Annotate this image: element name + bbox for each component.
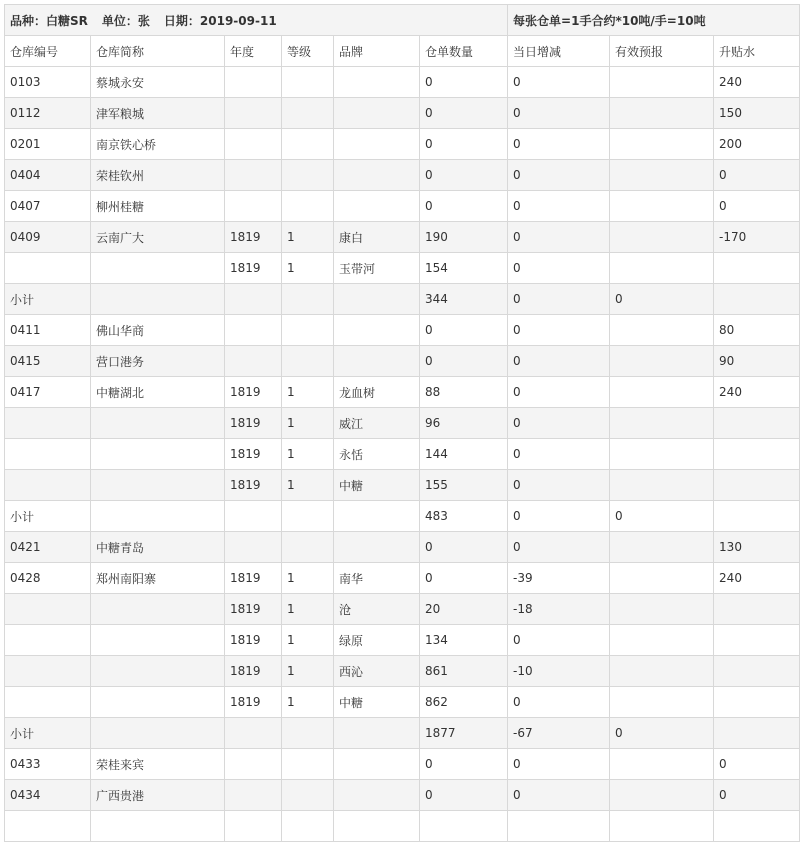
grade-cell bbox=[282, 780, 334, 811]
warehouse-code-cell bbox=[5, 687, 91, 718]
receipt-quantity-cell: 861 bbox=[420, 656, 508, 687]
table-row bbox=[5, 284, 800, 315]
receipt-quantity-cell: 0 bbox=[420, 749, 508, 780]
daily-change-cell: 0 bbox=[508, 780, 610, 811]
warehouse-name-cell bbox=[91, 253, 225, 284]
year-cell bbox=[225, 129, 282, 160]
grade-cell: 1 bbox=[282, 408, 334, 439]
col-header-warehouse-name: 仓库简称 bbox=[91, 36, 225, 67]
warehouse-name-cell: 中糖青岛 bbox=[91, 532, 225, 563]
receipt-quantity-cell: 0 bbox=[420, 98, 508, 129]
receipt-quantity-cell: 0 bbox=[420, 160, 508, 191]
year-cell: 1819 bbox=[225, 377, 282, 408]
warehouse-code-cell bbox=[5, 253, 91, 284]
valid-forecast-cell bbox=[610, 222, 714, 253]
premium-discount-cell: 240 bbox=[714, 563, 800, 594]
year-cell: 1819 bbox=[225, 563, 282, 594]
premium-discount-cell bbox=[714, 811, 800, 842]
year-cell bbox=[225, 284, 282, 315]
receipt-quantity-cell: 0 bbox=[420, 532, 508, 563]
warehouse-name-cell: 营口港务 bbox=[91, 346, 225, 377]
grade-cell bbox=[282, 67, 334, 98]
grade-cell bbox=[282, 129, 334, 160]
year-cell bbox=[225, 98, 282, 129]
receipt-quantity-cell: 134 bbox=[420, 625, 508, 656]
table-row bbox=[5, 625, 800, 656]
grade-cell: 1 bbox=[282, 222, 334, 253]
grade-cell: 1 bbox=[282, 563, 334, 594]
grade-cell bbox=[282, 811, 334, 842]
year-cell: 1819 bbox=[225, 625, 282, 656]
brand-cell bbox=[334, 67, 420, 98]
brand-cell: 绿原 bbox=[334, 625, 420, 656]
table-row bbox=[5, 501, 800, 532]
premium-discount-cell: 200 bbox=[714, 129, 800, 160]
year-cell bbox=[225, 811, 282, 842]
receipt-quantity-cell: 1877 bbox=[420, 718, 508, 749]
table-row bbox=[5, 160, 800, 191]
warehouse-name-cell: 佛山华商 bbox=[91, 315, 225, 346]
grade-cell: 1 bbox=[282, 687, 334, 718]
warehouse-name-cell: 郑州南阳寨 bbox=[91, 563, 225, 594]
warehouse-code-cell bbox=[5, 408, 91, 439]
warehouse-name-cell: 蔡城永安 bbox=[91, 67, 225, 98]
warehouse-code-cell bbox=[5, 594, 91, 625]
valid-forecast-cell bbox=[610, 780, 714, 811]
table-row bbox=[5, 532, 800, 563]
warehouse-name-cell bbox=[91, 718, 225, 749]
valid-forecast-cell bbox=[610, 563, 714, 594]
table-row bbox=[5, 377, 800, 408]
premium-discount-cell bbox=[714, 408, 800, 439]
brand-cell: 永恬 bbox=[334, 439, 420, 470]
warehouse-code-cell: 0428 bbox=[5, 563, 91, 594]
premium-discount-cell: 90 bbox=[714, 346, 800, 377]
daily-change-cell: 0 bbox=[508, 98, 610, 129]
valid-forecast-cell bbox=[610, 315, 714, 346]
warehouse-name-cell: 荣桂钦州 bbox=[91, 160, 225, 191]
year-cell: 1819 bbox=[225, 439, 282, 470]
year-cell: 1819 bbox=[225, 656, 282, 687]
table-row bbox=[5, 191, 800, 222]
year-cell bbox=[225, 749, 282, 780]
warehouse-code-cell: 0201 bbox=[5, 129, 91, 160]
brand-cell bbox=[334, 315, 420, 346]
year-cell bbox=[225, 315, 282, 346]
brand-cell: 玉带河 bbox=[334, 253, 420, 284]
col-header-grade: 等级 bbox=[282, 36, 334, 67]
year-cell bbox=[225, 532, 282, 563]
year-cell: 1819 bbox=[225, 253, 282, 284]
table-row bbox=[5, 780, 800, 811]
table-row bbox=[5, 315, 800, 346]
receipt-quantity-cell: 862 bbox=[420, 687, 508, 718]
brand-cell: 龙血树 bbox=[334, 377, 420, 408]
daily-change-cell: 0 bbox=[508, 67, 610, 98]
premium-discount-cell bbox=[714, 656, 800, 687]
brand-cell: 康白 bbox=[334, 222, 420, 253]
daily-change-cell: -39 bbox=[508, 563, 610, 594]
warehouse-name-cell bbox=[91, 470, 225, 501]
warehouse-name-cell: 云南广大 bbox=[91, 222, 225, 253]
table-row bbox=[5, 811, 800, 842]
table-row bbox=[5, 594, 800, 625]
premium-discount-cell: 80 bbox=[714, 315, 800, 346]
premium-discount-cell: 240 bbox=[714, 377, 800, 408]
warehouse-name-cell: 广西贵港 bbox=[91, 780, 225, 811]
receipt-quantity-cell: 344 bbox=[420, 284, 508, 315]
col-header-receipt-quantity: 仓单数量 bbox=[420, 36, 508, 67]
table-row bbox=[5, 408, 800, 439]
warehouse-code-cell: 小计 bbox=[5, 501, 91, 532]
daily-change-cell: 0 bbox=[508, 222, 610, 253]
brand-cell bbox=[334, 160, 420, 191]
variety-label: 品种：白糖SR bbox=[10, 13, 88, 28]
warehouse-name-cell: 荣桂来宾 bbox=[91, 749, 225, 780]
premium-discount-cell: 0 bbox=[714, 160, 800, 191]
receipt-quantity-cell: 0 bbox=[420, 129, 508, 160]
table-row bbox=[5, 67, 800, 98]
daily-change-cell: 0 bbox=[508, 501, 610, 532]
brand-cell bbox=[334, 501, 420, 532]
warehouse-name-cell bbox=[91, 625, 225, 656]
warehouse-code-cell: 0103 bbox=[5, 67, 91, 98]
premium-discount-cell bbox=[714, 470, 800, 501]
grade-cell bbox=[282, 749, 334, 780]
valid-forecast-cell: 0 bbox=[610, 501, 714, 532]
col-header-daily-change: 当日增减 bbox=[508, 36, 610, 67]
premium-discount-cell bbox=[714, 501, 800, 532]
warehouse-code-cell bbox=[5, 439, 91, 470]
warehouse-code-cell: 0404 bbox=[5, 160, 91, 191]
grade-cell: 1 bbox=[282, 594, 334, 625]
brand-cell: 中糖 bbox=[334, 470, 420, 501]
table-row bbox=[5, 656, 800, 687]
warehouse-code-cell: 小计 bbox=[5, 284, 91, 315]
col-header-premium-discount: 升贴水 bbox=[714, 36, 800, 67]
grade-cell bbox=[282, 160, 334, 191]
brand-cell bbox=[334, 780, 420, 811]
warehouse-name-cell bbox=[91, 811, 225, 842]
year-cell bbox=[225, 780, 282, 811]
title-cell bbox=[5, 5, 508, 36]
warehouse-code-cell: 0112 bbox=[5, 98, 91, 129]
brand-cell bbox=[334, 749, 420, 780]
valid-forecast-cell bbox=[610, 532, 714, 563]
grade-cell bbox=[282, 346, 334, 377]
receipt-quantity-cell: 0 bbox=[420, 563, 508, 594]
receipt-quantity-cell: 144 bbox=[420, 439, 508, 470]
brand-cell bbox=[334, 718, 420, 749]
daily-change-cell: -18 bbox=[508, 594, 610, 625]
daily-change-cell: 0 bbox=[508, 532, 610, 563]
year-cell bbox=[225, 501, 282, 532]
daily-change-cell: -10 bbox=[508, 656, 610, 687]
daily-change-cell: 0 bbox=[508, 687, 610, 718]
year-cell bbox=[225, 160, 282, 191]
grade-cell: 1 bbox=[282, 470, 334, 501]
grade-cell bbox=[282, 315, 334, 346]
receipt-quantity-cell: 96 bbox=[420, 408, 508, 439]
warehouse-name-cell bbox=[91, 439, 225, 470]
table-row bbox=[5, 439, 800, 470]
grade-cell bbox=[282, 532, 334, 563]
warehouse-code-cell bbox=[5, 470, 91, 501]
premium-discount-cell bbox=[714, 439, 800, 470]
receipt-quantity-cell: 0 bbox=[420, 315, 508, 346]
warehouse-code-cell: 小计 bbox=[5, 718, 91, 749]
year-cell bbox=[225, 718, 282, 749]
daily-change-cell: 0 bbox=[508, 129, 610, 160]
warehouse-name-cell: 柳州桂糖 bbox=[91, 191, 225, 222]
valid-forecast-cell bbox=[610, 749, 714, 780]
brand-cell bbox=[334, 98, 420, 129]
valid-forecast-cell bbox=[610, 98, 714, 129]
warehouse-code-cell: 0415 bbox=[5, 346, 91, 377]
premium-discount-cell bbox=[714, 687, 800, 718]
table-row bbox=[5, 346, 800, 377]
brand-cell bbox=[334, 532, 420, 563]
valid-forecast-cell bbox=[610, 129, 714, 160]
valid-forecast-cell bbox=[610, 377, 714, 408]
grade-cell: 1 bbox=[282, 439, 334, 470]
warehouse-code-cell bbox=[5, 656, 91, 687]
grade-cell bbox=[282, 284, 334, 315]
warehouse-name-cell bbox=[91, 284, 225, 315]
warehouse-code-cell: 0407 bbox=[5, 191, 91, 222]
valid-forecast-cell bbox=[610, 67, 714, 98]
valid-forecast-cell bbox=[610, 687, 714, 718]
premium-discount-cell: 0 bbox=[714, 749, 800, 780]
daily-change-cell: 0 bbox=[508, 470, 610, 501]
table-row bbox=[5, 129, 800, 160]
grade-cell bbox=[282, 501, 334, 532]
warehouse-name-cell: 中糖湖北 bbox=[91, 377, 225, 408]
year-cell bbox=[225, 67, 282, 98]
brand-cell bbox=[334, 191, 420, 222]
premium-discount-cell: 0 bbox=[714, 780, 800, 811]
valid-forecast-cell bbox=[610, 656, 714, 687]
receipt-quantity-cell: 190 bbox=[420, 222, 508, 253]
valid-forecast-cell: 0 bbox=[610, 284, 714, 315]
receipt-quantity-cell: 20 bbox=[420, 594, 508, 625]
daily-change-cell: -67 bbox=[508, 718, 610, 749]
col-header-brand: 品牌 bbox=[334, 36, 420, 67]
receipt-quantity-cell: 0 bbox=[420, 780, 508, 811]
column-header-row bbox=[5, 36, 800, 67]
brand-cell: 南华 bbox=[334, 563, 420, 594]
receipt-quantity-cell: 154 bbox=[420, 253, 508, 284]
premium-discount-cell bbox=[714, 718, 800, 749]
premium-discount-cell: 240 bbox=[714, 67, 800, 98]
premium-discount-cell: 0 bbox=[714, 191, 800, 222]
table-row bbox=[5, 749, 800, 780]
grade-cell: 1 bbox=[282, 656, 334, 687]
warehouse-code-cell bbox=[5, 625, 91, 656]
col-header-valid-forecast: 有效预报 bbox=[610, 36, 714, 67]
table-body bbox=[5, 67, 800, 842]
table-title-row bbox=[5, 5, 800, 36]
grade-cell: 1 bbox=[282, 253, 334, 284]
valid-forecast-cell bbox=[610, 439, 714, 470]
receipt-note: 每张仓单=1手合约*10吨/手=10吨 bbox=[508, 5, 800, 36]
grade-cell bbox=[282, 191, 334, 222]
premium-discount-cell: 130 bbox=[714, 532, 800, 563]
daily-change-cell: 0 bbox=[508, 625, 610, 656]
warehouse-code-cell: 0409 bbox=[5, 222, 91, 253]
col-header-year: 年度 bbox=[225, 36, 282, 67]
col-header-warehouse-code: 仓库编号 bbox=[5, 36, 91, 67]
date-label: 日期：2019-09-11 bbox=[163, 13, 277, 28]
table-row bbox=[5, 222, 800, 253]
warehouse-code-cell: 0433 bbox=[5, 749, 91, 780]
year-cell bbox=[225, 191, 282, 222]
valid-forecast-cell bbox=[610, 625, 714, 656]
year-cell: 1819 bbox=[225, 687, 282, 718]
receipt-quantity-cell: 0 bbox=[420, 191, 508, 222]
valid-forecast-cell bbox=[610, 594, 714, 625]
daily-change-cell: 0 bbox=[508, 346, 610, 377]
brand-cell: 西沁 bbox=[334, 656, 420, 687]
daily-change-cell: 0 bbox=[508, 439, 610, 470]
year-cell: 1819 bbox=[225, 470, 282, 501]
table-row bbox=[5, 98, 800, 129]
receipt-quantity-cell: 88 bbox=[420, 377, 508, 408]
table-row bbox=[5, 718, 800, 749]
warehouse-name-cell bbox=[91, 687, 225, 718]
receipt-quantity-cell: 0 bbox=[420, 67, 508, 98]
valid-forecast-cell bbox=[610, 160, 714, 191]
receipt-quantity-cell: 483 bbox=[420, 501, 508, 532]
premium-discount-cell: -170 bbox=[714, 222, 800, 253]
grade-cell bbox=[282, 98, 334, 129]
daily-change-cell: 0 bbox=[508, 160, 610, 191]
warehouse-name-cell bbox=[91, 656, 225, 687]
daily-change-cell bbox=[508, 811, 610, 842]
daily-change-cell: 0 bbox=[508, 284, 610, 315]
valid-forecast-cell bbox=[610, 191, 714, 222]
warehouse-code-cell bbox=[5, 811, 91, 842]
warehouse-name-cell: 津军粮城 bbox=[91, 98, 225, 129]
warehouse-code-cell: 0421 bbox=[5, 532, 91, 563]
brand-cell: 威江 bbox=[334, 408, 420, 439]
table-row bbox=[5, 687, 800, 718]
valid-forecast-cell bbox=[610, 470, 714, 501]
brand-cell bbox=[334, 284, 420, 315]
grade-cell: 1 bbox=[282, 377, 334, 408]
valid-forecast-cell bbox=[610, 408, 714, 439]
brand-cell: 中糖 bbox=[334, 687, 420, 718]
warehouse-name-cell bbox=[91, 594, 225, 625]
warehouse-name-cell bbox=[91, 408, 225, 439]
table-row bbox=[5, 253, 800, 284]
daily-change-cell: 0 bbox=[508, 253, 610, 284]
daily-change-cell: 0 bbox=[508, 315, 610, 346]
warehouse-name-cell: 南京铁心桥 bbox=[91, 129, 225, 160]
warehouse-code-cell: 0434 bbox=[5, 780, 91, 811]
brand-cell bbox=[334, 346, 420, 377]
valid-forecast-cell bbox=[610, 811, 714, 842]
valid-forecast-cell bbox=[610, 346, 714, 377]
warehouse-code-cell: 0411 bbox=[5, 315, 91, 346]
warehouse-code-cell: 0417 bbox=[5, 377, 91, 408]
grade-cell: 1 bbox=[282, 625, 334, 656]
brand-cell bbox=[334, 129, 420, 160]
daily-change-cell: 0 bbox=[508, 377, 610, 408]
brand-cell: 沧 bbox=[334, 594, 420, 625]
daily-change-cell: 0 bbox=[508, 191, 610, 222]
receipt-quantity-cell bbox=[420, 811, 508, 842]
daily-change-cell: 0 bbox=[508, 408, 610, 439]
warehouse-receipt-table bbox=[4, 4, 800, 842]
year-cell: 1819 bbox=[225, 594, 282, 625]
year-cell: 1819 bbox=[225, 222, 282, 253]
valid-forecast-cell: 0 bbox=[610, 718, 714, 749]
year-cell bbox=[225, 346, 282, 377]
table-row bbox=[5, 470, 800, 501]
premium-discount-cell bbox=[714, 625, 800, 656]
year-cell: 1819 bbox=[225, 408, 282, 439]
premium-discount-cell: 150 bbox=[714, 98, 800, 129]
valid-forecast-cell bbox=[610, 253, 714, 284]
table-row bbox=[5, 563, 800, 594]
grade-cell bbox=[282, 718, 334, 749]
daily-change-cell: 0 bbox=[508, 749, 610, 780]
receipt-quantity-cell: 155 bbox=[420, 470, 508, 501]
receipt-quantity-cell: 0 bbox=[420, 346, 508, 377]
premium-discount-cell bbox=[714, 594, 800, 625]
warehouse-name-cell bbox=[91, 501, 225, 532]
premium-discount-cell bbox=[714, 253, 800, 284]
brand-cell bbox=[334, 811, 420, 842]
premium-discount-cell bbox=[714, 284, 800, 315]
unit-label: 单位：张 bbox=[101, 13, 150, 28]
